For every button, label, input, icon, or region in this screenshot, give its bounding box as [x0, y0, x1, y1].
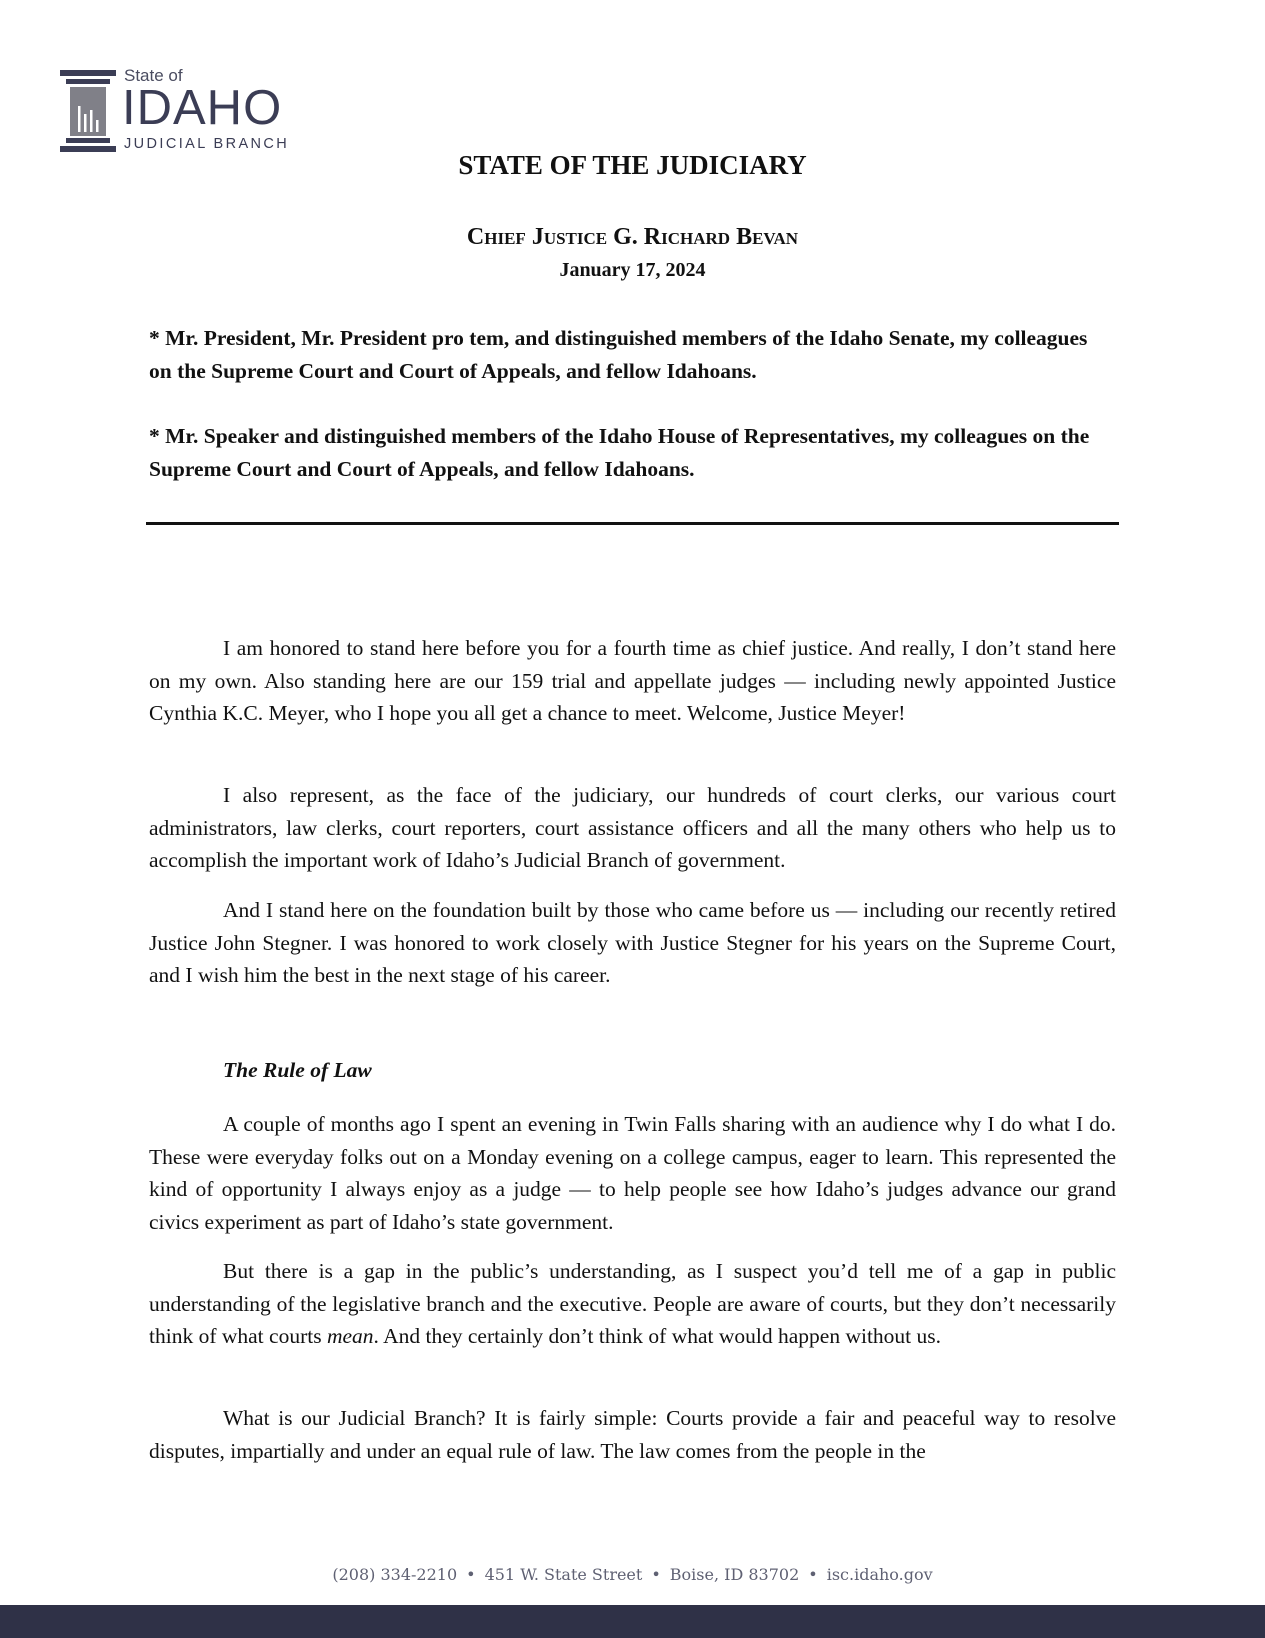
paragraph-intro-1: I am honored to stand here before you for a fourth time as chief justice. And really, I don’t stand here on my own. Also standing here are our 159 trial and appellate judges — including newly appointed Justice Cynthia K.C. Meyer, who I hope you all get a chance to meet. Welcome, Justice Meyer!	[149, 636, 1116, 726]
salutation-house: * Mr. Speaker and distinguished members of the Idaho House of Representatives, my colleagues on the Supreme Court and Court of Appeals, and fellow Idahoans.	[149, 424, 1090, 481]
footer-city: Boise, ID 83702	[669, 1565, 800, 1584]
paragraph-text: But there is a gap in the public’s understanding, as I suspect you’d tell me of a gap in public understanding of the legislative branch and the executive. People are aware of courts, but they don’t necessarily think of what courts	[149, 1259, 1116, 1349]
divider-rule	[146, 522, 1119, 525]
logo-state-of: State of	[124, 66, 183, 85]
section-heading: The Rule of Law	[223, 1058, 372, 1082]
footer-phone: (208) 334-2210	[332, 1565, 458, 1584]
footer-separator: •	[651, 1565, 661, 1584]
footer-bar	[0, 1605, 1265, 1638]
courthouse-pillar-icon	[60, 70, 116, 152]
logo-idaho: IDAHO	[122, 81, 283, 135]
footer-address: 451 W. State Street	[484, 1565, 643, 1584]
paragraph-rule-of-law-1: A couple of months ago I spent an evening in Twin Falls sharing with an audience why I do what I do. These were everyday folks out on a Monday evening on a college campus, eager to learn. This represented the kind of opportunity I always enjoy as a judge — to help people see how Idaho’s judges advance our grand civics experiment as part of Idaho’s state government.	[149, 1112, 1116, 1234]
footer-website: isc.idaho.gov	[826, 1565, 933, 1584]
logo-judicial-branch: JUDICIAL BRANCH	[124, 136, 290, 152]
paragraph-rule-of-law-2	[149, 1255, 1116, 1353]
speech-date: January 17, 2024	[559, 259, 706, 281]
paragraph-intro-3: And I stand here on the foundation built by those who came before us — including our recently retired Justice John Stegner. I was honored to work closely with Justice Stegner for his years on the Supreme Court, and I wish him the best in the next stage of his career.	[149, 898, 1116, 988]
paragraph-text: . And they certainly don’t think of what would happen without us.	[373, 1324, 942, 1349]
emphasis-mean: mean	[326, 1324, 374, 1349]
document-title: STATE OF THE JUDICIARY	[458, 150, 807, 180]
paragraph-rule-of-law-3: What is our Judicial Branch? It is fairly simple: Courts provide a fair and peaceful way to resolve disputes, impartially and under an equal rule of law. The law comes from the people in the	[149, 1406, 1116, 1463]
footer-separator: •	[466, 1565, 476, 1584]
salutation-senate: * Mr. President, Mr. President pro tem, and distinguished members of the Idaho Senate, my colleagues on the Supreme Court and Court of Appeals, and fellow Idahoans.	[149, 326, 1088, 383]
footer-contact	[0, 1565, 1265, 1584]
footer-separator: •	[808, 1565, 818, 1584]
speaker-name: Chief Justice G. Richard Bevan	[466, 224, 799, 250]
paragraph-intro-2: I also represent, as the face of the judiciary, our hundreds of court clerks, our various court administrators, law clerks, court reporters, court assistance officers and all the many others who help us to accomplish the important work of Idaho’s Judicial Branch of government.	[149, 783, 1116, 873]
